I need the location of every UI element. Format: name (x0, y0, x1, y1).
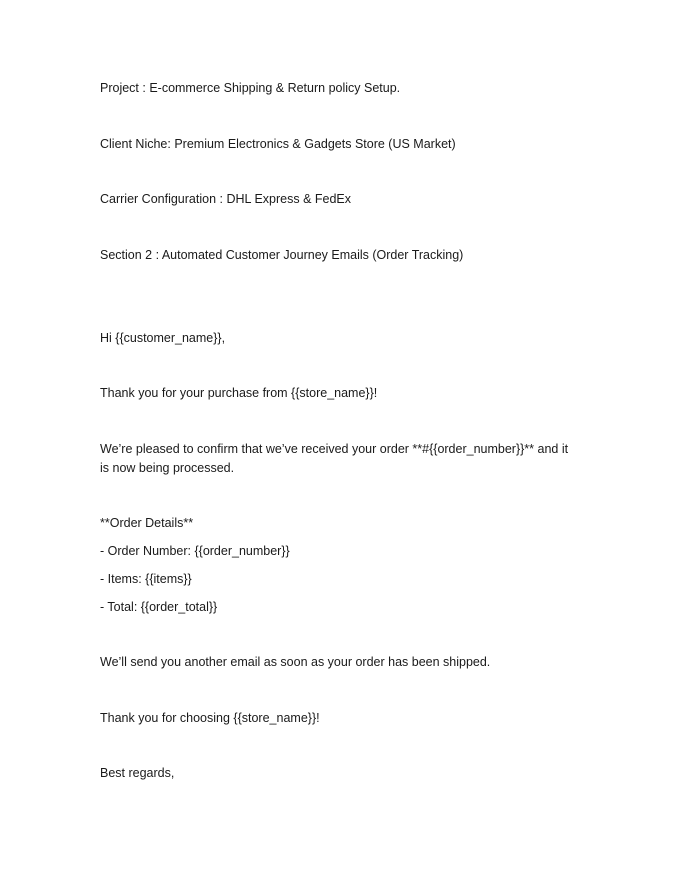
order-detail-item: - Order Number: {{order_number}} (100, 544, 290, 558)
section-heading: Section 2 : Automated Customer Journey Emails (Order Tracking) (100, 248, 464, 262)
shipping-notice: We’ll send you another email as soon as your order has been shipped. (100, 655, 491, 669)
carrier-configuration-line: Carrier Configuration : DHL Express & FedEx (100, 192, 352, 206)
email-confirmation: We’re pleased to confirm that we’ve received your order **#{{order_number}}** and it is now being processed. (100, 442, 569, 475)
client-niche-line: Client Niche: Premium Electronics & Gadgets Store (US Market) (100, 137, 456, 151)
order-detail-item: - Items: {{items}} (100, 572, 192, 586)
order-details-heading: **Order Details** (100, 516, 194, 530)
order-detail-item: - Total: {{order_total}} (100, 600, 218, 614)
email-signoff: Best regards, (100, 766, 175, 780)
email-thanks-choosing: Thank you for choosing {{store_name}}! (100, 711, 320, 725)
project-line: Project : E-commerce Shipping & Return policy Setup. (100, 81, 401, 95)
email-greeting: Hi {{customer_name}}, (100, 331, 226, 345)
email-thanks-purchase: Thank you for your purchase from {{store_name}}! (100, 386, 378, 400)
